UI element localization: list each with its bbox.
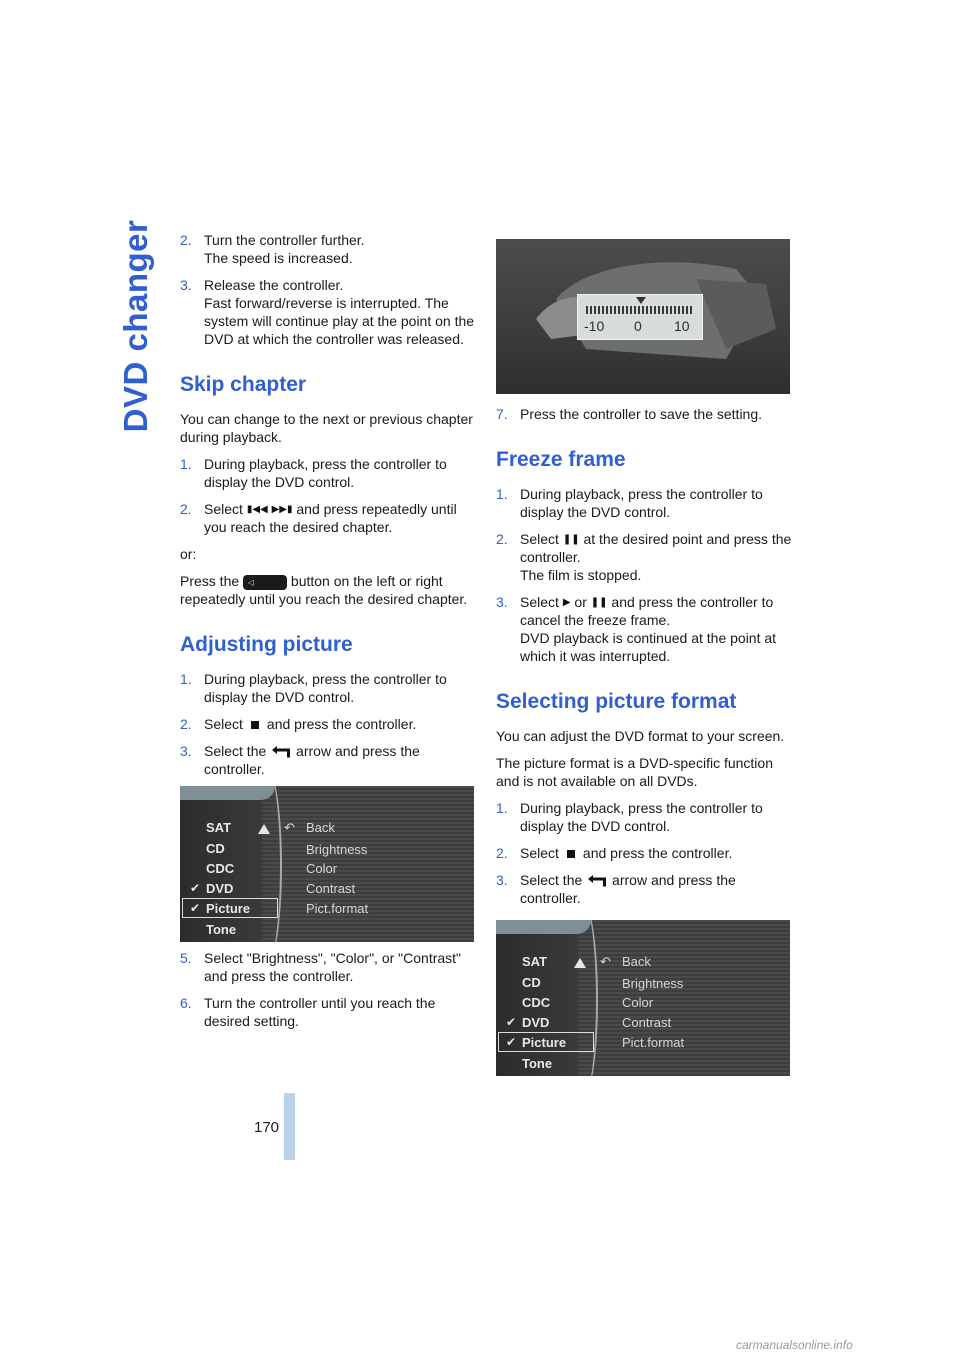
back-arrow-icon (586, 874, 608, 888)
footer-watermark: carmanualsonline.info (736, 1338, 853, 1352)
or-text: or: (180, 546, 197, 562)
brightness-scale-screenshot (496, 239, 790, 394)
menu-pointer-icon (258, 824, 270, 834)
back-arrow-icon (270, 745, 292, 759)
menu-pointer-icon (574, 958, 586, 968)
list-item: 1. During playback, press the controller to display the DVD control. (496, 486, 763, 520)
list-item: 2. Select ❚❚ at the desired point and press the controller. The film is stopped. (496, 531, 792, 583)
format-intro-1: You can adjust the DVD format to your screen. (496, 728, 785, 744)
picture-menu-screenshot-2: SAT CD CDC ✔ DVD ✔ Picture Tone ↶ Back Brightness Color Contrast Pict.format (496, 920, 790, 1076)
back-arrow-icon: ↶ (600, 954, 611, 969)
check-icon: ✔ (190, 901, 201, 915)
list-item: 3. Select ▶ or ❚❚ and press the controller to cancel the freeze frame. DVD playback is continued at the point at which it was interrupted. (496, 594, 777, 664)
list-item: 5. Select "Brightness", "Color", or "Contrast" and press the controller. (180, 950, 462, 984)
back-arrow-icon: ↶ (284, 820, 295, 835)
left-column-lower (180, 949, 476, 1039)
play-icon: ▶ (562, 597, 571, 609)
skip-next-icon: ▶▶▮ (271, 504, 293, 516)
list-item: 2. Select ▮◀◀ ▶▶▮ and press repeatedly until you reach the desired chapter. (180, 501, 457, 535)
brightness-scale: -10 0 10 (577, 294, 703, 340)
format-intro-2: The picture format is a DVD-specific function and is not available on all DVDs. (496, 755, 773, 789)
left-column (180, 231, 476, 814)
chapter-side-title: DVD changer (117, 219, 154, 433)
freeze-frame-heading: Freeze frame (496, 448, 626, 471)
picture-menu-screenshot: SAT CD CDC ✔ DVD ✔ Picture Tone ↶ Back Brightness Color Contrast Pict.format (180, 786, 474, 942)
list-item: 2. Select and press the controller. (496, 845, 733, 861)
page-number: 170 (254, 1119, 280, 1136)
skip-chapter-heading: Skip chapter (180, 373, 307, 396)
list-item: 2. Select and press the controller. (180, 716, 417, 732)
list-item: 3. Select the arrow and press the controller. (496, 872, 736, 906)
pause-icon: ❚❚ (562, 534, 580, 546)
list-item: 7. Press the controller to save the setting. (496, 406, 763, 422)
list-item: 6. Turn the controller until you reach the desired setting. (180, 995, 436, 1029)
check-icon: ✔ (190, 881, 201, 895)
page-tab-bar (284, 1093, 295, 1160)
list-item: 2. Turn the controller further. The speed is increased. (180, 232, 365, 266)
list-item: 1. During playback, press the controller to display the DVD control. (180, 671, 447, 705)
list-item: 3. Release the controller. Fast forward/reverse is interrupted. The system will continue play at the point on the DVD at which the controller was released. (180, 277, 475, 347)
skip-intro: You can change to the next or previous chapter during playback. (180, 411, 473, 445)
scale-marker-icon (636, 297, 646, 304)
adjusting-picture-heading: Adjusting picture (180, 633, 353, 656)
right-column (496, 405, 792, 943)
press-button-text: Press the ◁ button on the left or right repeatedly until you reach the desired chapter. (180, 573, 468, 607)
stop-icon (567, 850, 575, 858)
picture-format-heading: Selecting picture format (496, 690, 737, 713)
list-item: 3. Select the arrow and press the controller. (180, 743, 420, 777)
skip-previous-icon: ▮◀◀ (246, 504, 268, 516)
list-item: 1. During playback, press the controller to display the DVD control. (496, 800, 763, 834)
check-icon: ✔ (506, 1015, 517, 1029)
pause-icon: ❚❚ (590, 597, 608, 609)
stop-icon (251, 721, 259, 729)
list-item: 1. During playback, press the controller to display the DVD control. (180, 456, 447, 490)
check-icon: ✔ (506, 1035, 517, 1049)
rocker-button-icon: ◁ (243, 575, 287, 590)
